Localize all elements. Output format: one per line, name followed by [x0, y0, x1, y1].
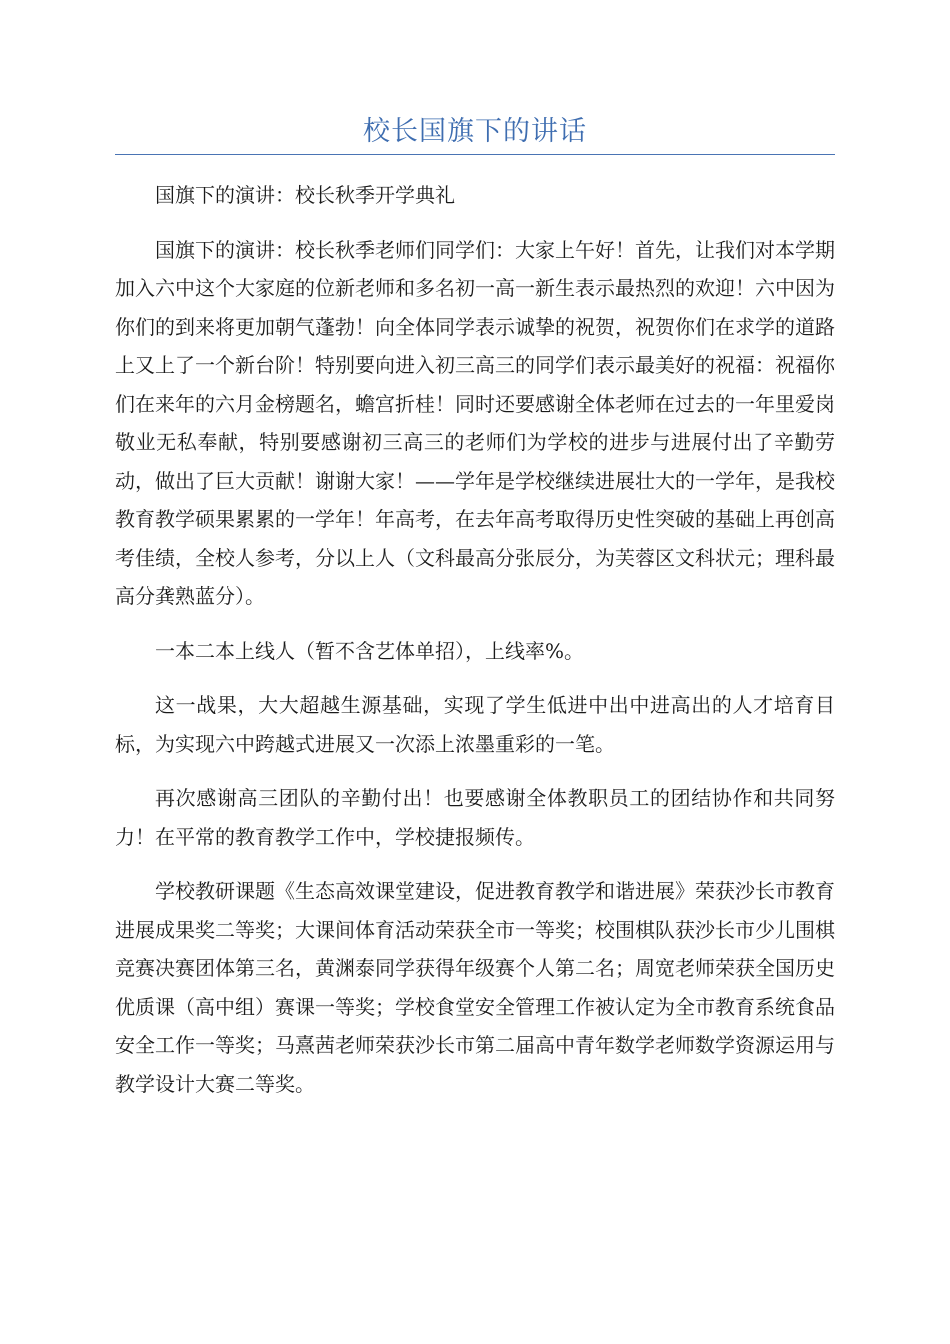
- document-title: 校长国旗下的讲话: [363, 116, 587, 147]
- paragraph-awards: 学校教研课题《生态高效课堂建设，促进教育教学和谐进展》荣获沙长市教育进展成果奖二等奖；大课间体育活动荣获全市一等奖；校围棋队获沙长市少儿围棋竞赛决赛团体第三名，黄渊泰同学获得年级赛个人第二名；周宽老师荣获全国历史优质课（高中组）赛课一等奖；学校食堂安全管理工作被认定为全市教育系统食品安全工作一等奖；马熹茜老师荣获沙长市第二届高中青年数学老师数学资源运用与教学设计大赛二等奖。: [115, 879, 835, 1096]
- paragraph-enrollment-rate: 一本二本上线人（暂不含艺体单招），上线率%。: [155, 638, 585, 663]
- document-body: [115, 176, 835, 1119]
- paragraph-subtitle: 国旗下的演讲：校长秋季开学典礼: [155, 183, 455, 207]
- title-underline: [115, 154, 835, 155]
- paragraph-opening-speech: 国旗下的演讲：校长秋季老师们同学们：大家上午好！首先，让我们对本学期加入六中这个大家庭的位新老师和多名初一高一新生表示最热烈的欢迎！六中因为你们的到来将更加朝气蓬勃！向全体同学表示诚挚的祝贺，祝贺你们在求学的道路上又上了一个新台阶！特别要向进入初三高三的同学们表示最美好的祝福：祝福你们在来年的六月金榜题名，蟾宫折桂！同时还要感谢全体老师在过去的一年里爱岗敬业无私奉献，特别要感谢初三高三的老师们为学校的进步与进展付出了辛勤劳动，做出了巨大贡献！谢谢大家！——学年是学校继续进展壮大的一学年，是我校教育教学硕果累累的一学年！年高考，在去年高考取得历史性突破的基础上再创高考佳绩，全校人参考，分以上人（文科最高分张辰分，为芙蓉区文科状元；理科最高分龚熟蓝分）。: [115, 237, 835, 608]
- paragraph-thanks: 再次感谢高三团队的辛勤付出！也要感谢全体教职员工的团结协作和共同努力！在平常的教育教学工作中，学校捷报频传。: [115, 786, 835, 849]
- paragraph-achievement: 这一战果，大大超越生源基础，实现了学生低进中出中进高出的人才培育目标，为实现六中跨越式进展又一次添上浓墨重彩的一笔。: [115, 693, 835, 756]
